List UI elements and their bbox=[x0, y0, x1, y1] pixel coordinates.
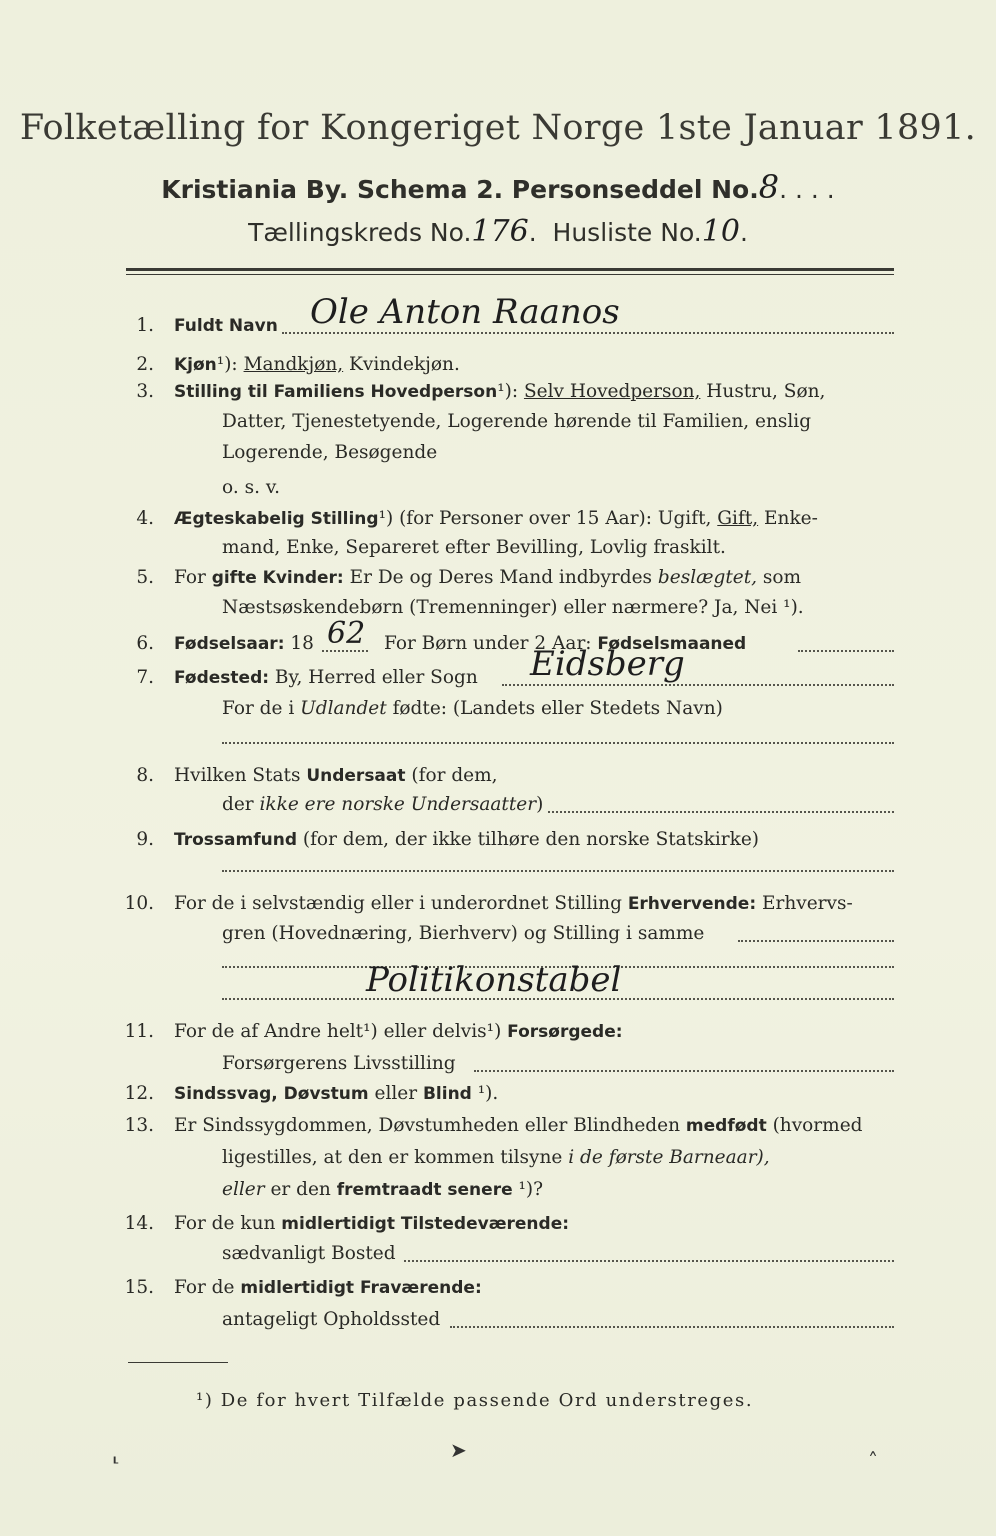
husliste-label: Husliste No. bbox=[552, 218, 702, 247]
footnote-rule bbox=[128, 1362, 228, 1363]
form-title: Folketælling for Kongeriget Norge 1ste Januar 1891. bbox=[19, 108, 977, 148]
selected-option: Mandkjøn, bbox=[243, 354, 344, 375]
item-11: 11. For de af Andre helt¹) eller delvis¹) Forsørgede: bbox=[0, 1016, 996, 1048]
item-number: 13. bbox=[124, 1115, 154, 1136]
birthplace-value: Eidsberg bbox=[530, 644, 685, 684]
header-rule-thin bbox=[126, 274, 894, 275]
selected-option: Gift, bbox=[717, 508, 759, 529]
district-line: Tællingskreds No.176. Husliste No.10. bbox=[248, 214, 748, 249]
item-number: 14. bbox=[124, 1213, 154, 1234]
taellingskreds-label: Tællingskreds No. bbox=[248, 218, 472, 247]
census-form: Folketælling for Kongeriget Norge 1ste Januar 1891. Kristiania By. Schema 2. Personseddel No.8. . . . Tællingskreds No.176. Husliste No.10. 1. Fuldt Navn Ole Anton Raanos 2. Kjøn¹): Mandkjøn, Kvindekjøn. 3. Stilling til Familiens Hovedperson¹): Selv Hovedperson, Hustru, Søn, Datter, Tjenestetyende, Logerende hørende til Familien, enslig Logerende, Besøgende o. s. v. 4. Ægteskabelig Stilling¹) (for Personer over 15 Aar): Ugift, Gift, Enke- mand, Enke, Separeret efter Bevilling, Lovlig fraskilt. 5. For gifte Kvinder: Er De og Deres Mand indbyrdes beslægtet, som Næstsøskendebørn (Tremenninger) eller nærmere? Ja, Nei ¹). 6. Fødselsaar: 18 62 For Børn under 2 Aar: Fødselsmaaned 7. Fødested: By, Herred eller Sogn Eidsberg For de i Udlandet fødte: (Landets eller Stedets Navn) 8. Hvilken Stats Undersaat (for dem, der ikke ere norske Undersaatter) 9. Trossamfund (for dem, der ikke tilhøre den norske Statskirke) 10. For de i selvstændig eller i underordnet Stilling Erhvervende: Erhvervs- gren (Hovednæring, Bierhverv) og Stilling i samme Politikonstabel 11. For de af Andre helt¹) eller delvis¹) Forsørgede: Forsørgerens Livsstilling 12. Sindssvag, Døvstum eller Blind ¹). 13. Er Sindssygdommen, Døvstumheden eller Blindheden medfødt (hvormed ligestilles, at den er kommen tilsyne i de første Barneaar), eller er den fremtraadt senere ¹)? 14. For de kun midlertidigt Tilstedeværende: sædvanligt Bosted 15. For de midlertidigt Fraværende: antageligt Opholdssted ¹) De for hvert Tilfælde passende Ord understreges. ⸤ ➤ ˄ bbox=[0, 0, 996, 1536]
pen-mark: ⸤ bbox=[112, 1442, 120, 1466]
item-4: 4. Ægteskabelig Stilling¹) (for Personer over 15 Aar): Ugift, Gift, Enke- bbox=[0, 503, 996, 535]
item-6: 6. Fødselsaar: 18 62 For Børn under 2 Aar: Fødselsmaaned bbox=[0, 628, 996, 660]
selected-option: Selv Hovedperson, bbox=[523, 381, 701, 402]
occupation-value: Politikonstabel bbox=[366, 960, 622, 1000]
item-number: 2. bbox=[136, 354, 154, 375]
item-number: 15. bbox=[124, 1277, 154, 1298]
item-7: 7. Fødested: By, Herred eller Sogn Eidsberg bbox=[0, 662, 996, 694]
item-number: 11. bbox=[124, 1021, 154, 1042]
item-number: 12. bbox=[124, 1083, 154, 1104]
header-rule bbox=[126, 268, 894, 271]
husliste-number: 10 bbox=[701, 214, 740, 249]
name-value: Ole Anton Raanos bbox=[310, 292, 620, 332]
taellingskreds-number: 176 bbox=[471, 214, 529, 249]
fill-line bbox=[222, 742, 894, 744]
item-number: 1. bbox=[136, 315, 154, 336]
item-9: 9. Trossamfund (for dem, der ikke tilhøre den norske Statskirke) bbox=[0, 824, 996, 856]
pen-mark: ˄ bbox=[868, 1448, 878, 1472]
item-5: 5. For gifte Kvinder: Er De og Deres Mand indbyrdes beslægtet, som bbox=[0, 562, 996, 594]
item-1 bbox=[0, 292, 996, 342]
fill-line bbox=[222, 870, 894, 872]
item-15: 15. For de midlertidigt Fraværende: bbox=[0, 1272, 996, 1304]
schema-line: Kristiania By. Schema 2. Personseddel No.8. . . . bbox=[161, 168, 835, 206]
item-number: 10. bbox=[124, 893, 154, 914]
item-number: 5. bbox=[136, 567, 154, 588]
item-3: 3. Stilling til Familiens Hovedperson¹): Selv Hovedperson, Hustru, Søn, bbox=[0, 376, 996, 408]
personseddel-number: 8 bbox=[758, 168, 780, 206]
item-number: 4. bbox=[136, 508, 154, 529]
footnote: ¹) De for hvert Tilfælde passende Ord understreges. bbox=[196, 1390, 754, 1411]
item-13: 13. Er Sindssygdommen, Døvstumheden eller Blindheden medfødt (hvormed bbox=[0, 1110, 996, 1142]
pen-mark: ➤ bbox=[450, 1438, 467, 1462]
item-2: 2. Kjøn¹): Mandkjøn, Kvindekjøn. bbox=[0, 349, 996, 381]
item-14: 14. For de kun midlertidigt Tilstedeværende: bbox=[0, 1208, 996, 1240]
item-8: 8. Hvilken Stats Undersaat (for dem, bbox=[0, 760, 996, 792]
item-10: 10. For de i selvstændig eller i underordnet Stilling Erhvervende: Erhvervs- bbox=[0, 888, 996, 920]
item-number: 8. bbox=[136, 765, 154, 786]
item-12: 12. Sindssvag, Døvstum eller Blind ¹). bbox=[0, 1078, 996, 1110]
item-number: 6. bbox=[136, 633, 154, 654]
item-number: 7. bbox=[136, 667, 154, 688]
item-label: Fuldt Navn bbox=[174, 316, 278, 336]
item-number: 3. bbox=[136, 381, 154, 402]
fill-line bbox=[282, 332, 894, 334]
birth-year-value: 62 bbox=[327, 616, 366, 651]
item-number: 9. bbox=[136, 829, 154, 850]
schema-line-prefix: Kristiania By. Schema 2. Personseddel No. bbox=[161, 175, 759, 204]
